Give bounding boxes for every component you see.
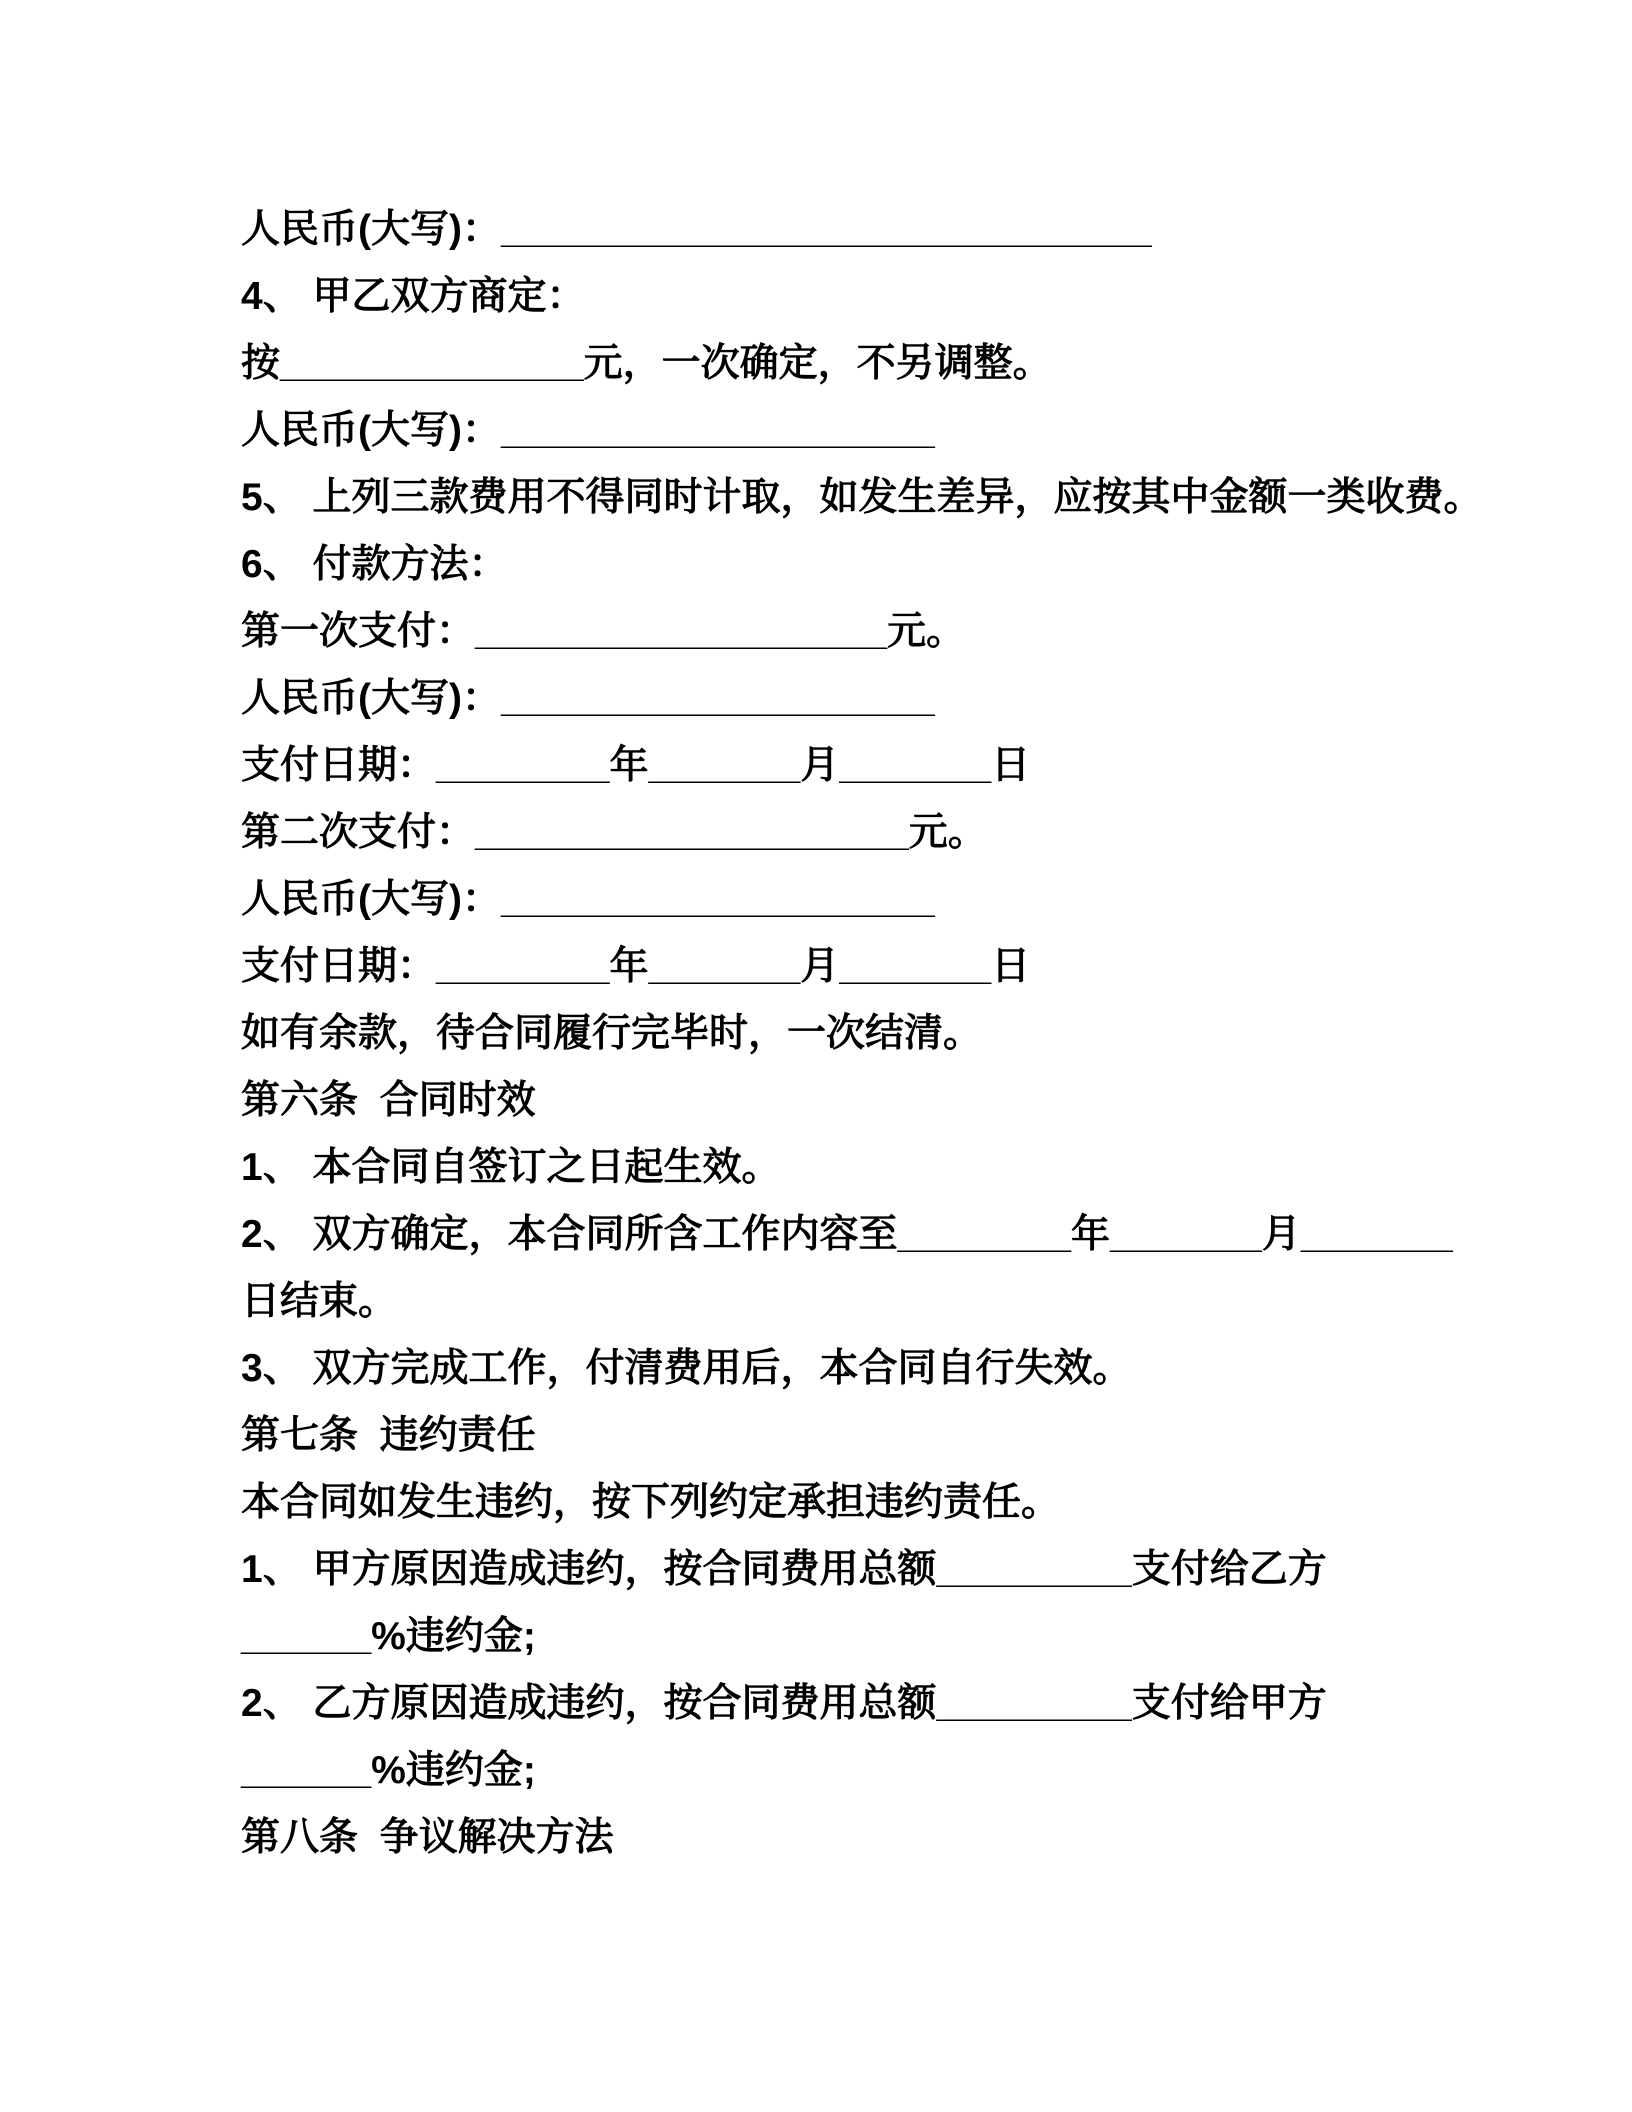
first-payment-blank-line: 第一次支付：___________________元。	[241, 610, 966, 653]
rmb-capital-blank-line: 人民币(大写)：____________________	[241, 677, 935, 720]
rmb-capital-blank-line: 人民币(大写)：____________________	[241, 878, 935, 921]
payment-date-blank-line: 支付日期：________年_______月_______日	[241, 744, 1031, 787]
contract-text-block	[241, 196, 1483, 1871]
clause-5-text: 5、 上列三款费用不得同时计取，如发生差异，应按其中金额一类收费。	[241, 476, 1483, 519]
clause-4-amount-blank-line: 按______________元，一次确定，不另调整。	[241, 342, 1052, 385]
article-7-item-1-penalty-blank: ______%违约金;	[241, 1615, 536, 1658]
article-8-heading: 第八条 争议解决方法	[241, 1816, 614, 1859]
article-7-item-1: 1、 甲方原因造成违约，按合同费用总额_________支付给乙方	[241, 1548, 1327, 1591]
article-6-heading: 第六条 合同时效	[241, 1079, 536, 1122]
clause-6-payment-method-header: 6、 付款方法：	[241, 543, 508, 586]
rmb-capital-blank-line: 人民币(大写)：______________________________	[241, 208, 1152, 251]
article-6-item-2-continuation: 日结束。	[241, 1280, 398, 1323]
second-payment-blank-line: 第二次支付：____________________元。	[241, 811, 987, 854]
payment-date-blank-line: 支付日期：________年_______月_______日	[241, 945, 1031, 988]
article-6-item-1: 1、 本合同自签订之日起生效。	[241, 1146, 781, 1189]
article-6-item-2: 2、 双方确定，本合同所含工作内容至________年_______月_______	[241, 1213, 1453, 1256]
article-7-item-2: 2、 乙方原因造成违约，按合同费用总额_________支付给甲方	[241, 1682, 1327, 1725]
article-7-item-2-penalty-blank: ______%违约金;	[241, 1749, 536, 1792]
rmb-capital-blank-line: 人民币(大写)：____________________	[241, 409, 935, 452]
article-7-intro: 本合同如发生违约，按下列约定承担违约责任。	[241, 1481, 1061, 1524]
article-7-heading: 第七条 违约责任	[241, 1414, 536, 1457]
remaining-balance-text: 如有余款，待合同履行完毕时，一次结清。	[241, 1012, 983, 1055]
clause-4-header: 4、 甲乙双方商定：	[241, 275, 586, 318]
article-6-item-3: 3、 双方完成工作，付清费用后，本合同自行失效。	[241, 1347, 1132, 1390]
